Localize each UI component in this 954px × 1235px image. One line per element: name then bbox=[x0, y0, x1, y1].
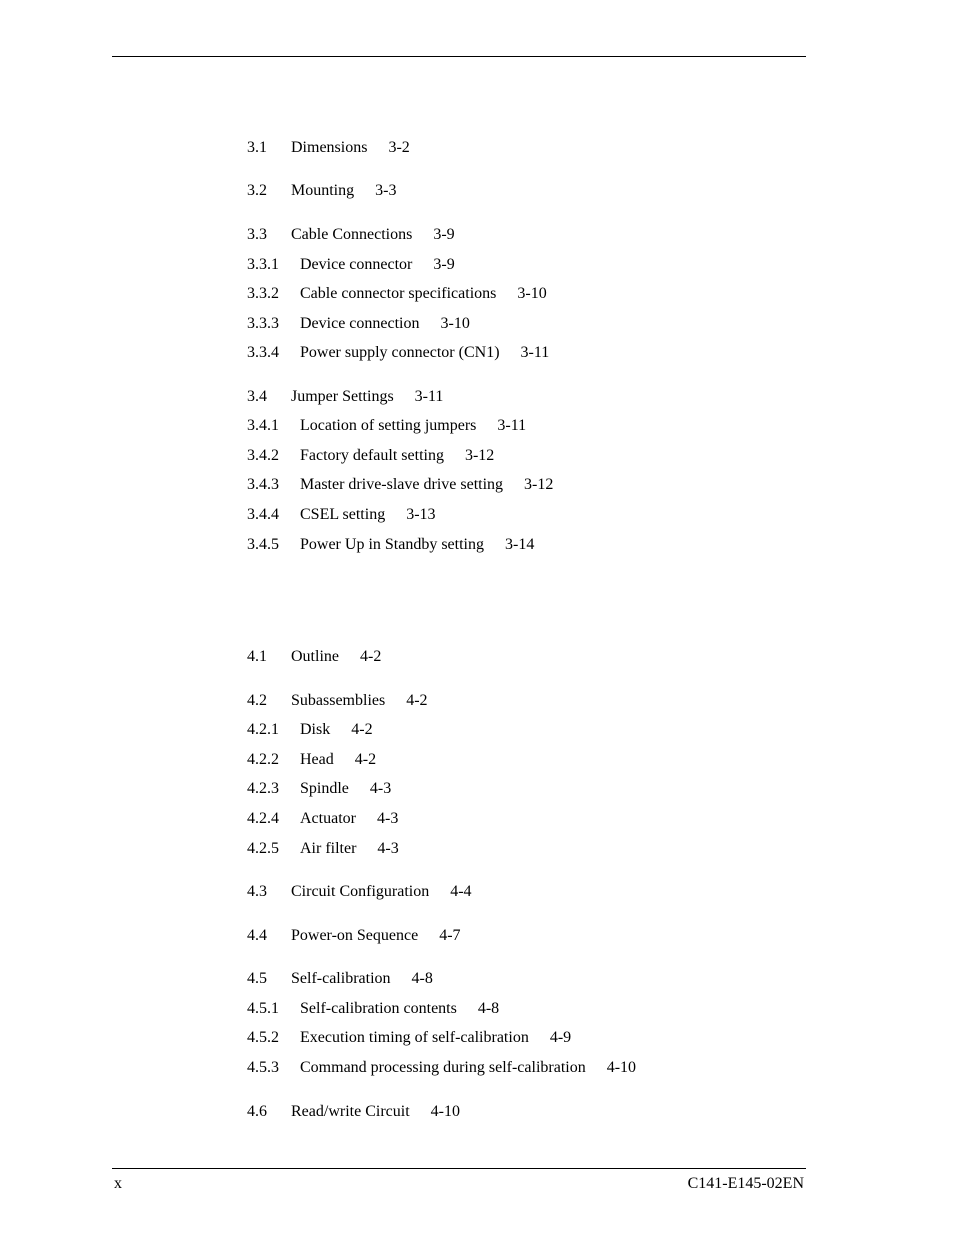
toc-entry-number: 3.4 bbox=[247, 388, 267, 405]
toc-entry-title: CSEL setting bbox=[300, 506, 386, 523]
toc-entry[interactable] bbox=[247, 691, 428, 711]
toc-entry[interactable] bbox=[247, 138, 410, 158]
toc-entry-title: Outline bbox=[291, 648, 339, 665]
toc-entry-title: Actuator bbox=[300, 810, 356, 827]
toc-entry[interactable] bbox=[247, 416, 526, 436]
toc-entry-title: Power Up in Standby setting bbox=[300, 536, 484, 553]
toc-entry-page: 4-3 bbox=[376, 810, 399, 827]
toc-entry-title: Power-on Sequence bbox=[291, 927, 419, 944]
toc-entry[interactable] bbox=[247, 1028, 571, 1048]
toc-entry[interactable] bbox=[247, 343, 549, 363]
toc-entry-title: Master drive-slave drive setting bbox=[300, 476, 504, 493]
toc-entry-number: 3.4.4 bbox=[247, 506, 279, 523]
toc-entry-page: 4-3 bbox=[369, 780, 392, 797]
toc-entry-number: 4.5.1 bbox=[247, 1000, 279, 1017]
toc-entry[interactable] bbox=[247, 535, 534, 555]
toc-entry-title: Jumper Settings bbox=[291, 388, 394, 405]
toc-entry[interactable] bbox=[247, 255, 455, 275]
toc-entry-page: 4-4 bbox=[450, 883, 472, 900]
toc-entry[interactable] bbox=[247, 647, 381, 667]
toc-entry-title: Read/write Circuit bbox=[291, 1103, 410, 1120]
toc-entry-page: 4-2 bbox=[354, 751, 377, 768]
toc-entry-number: 4.6 bbox=[247, 1103, 267, 1120]
toc-entry[interactable] bbox=[247, 926, 461, 946]
toc-entry-page: 4-9 bbox=[549, 1029, 572, 1046]
toc-entry-page: 3-11 bbox=[520, 344, 550, 361]
toc-entry-page: 3-10 bbox=[517, 285, 547, 302]
toc-entry-title: Dimensions bbox=[291, 139, 368, 156]
toc-entry[interactable] bbox=[247, 387, 443, 407]
toc-entry-page: 3-9 bbox=[433, 256, 455, 273]
toc-entry-title: Cable Connections bbox=[291, 226, 413, 243]
toc-entry-page: 3-14 bbox=[505, 536, 535, 553]
toc-entry-title: Device connection bbox=[300, 315, 420, 332]
toc-entry-page: 4-2 bbox=[406, 692, 428, 709]
toc-entry[interactable] bbox=[247, 720, 373, 740]
toc-entry-number: 3.3.3 bbox=[247, 315, 279, 332]
toc-entry[interactable] bbox=[247, 1102, 460, 1122]
toc-entry-number: 3.4.1 bbox=[247, 417, 279, 434]
toc-entry-page: 3-12 bbox=[524, 476, 554, 493]
toc-entry-title: Spindle bbox=[300, 780, 349, 797]
toc-entry-number: 4.2.1 bbox=[247, 721, 279, 738]
toc-entry[interactable] bbox=[247, 809, 398, 829]
toc-entry-page: 4-2 bbox=[351, 721, 373, 738]
toc-entry-number: 4.2.4 bbox=[247, 810, 279, 827]
toc-entry-page: 3-13 bbox=[406, 506, 436, 523]
toc-entry-title: Subassemblies bbox=[291, 692, 386, 709]
toc-entry-page: 3-11 bbox=[497, 417, 527, 434]
toc-entry-page: 4-8 bbox=[477, 1000, 500, 1017]
toc-entry[interactable] bbox=[247, 181, 396, 201]
toc-entry-title: Command processing during self-calibration bbox=[300, 1059, 586, 1076]
toc-entry-number: 4.5.2 bbox=[247, 1029, 279, 1046]
toc-entry[interactable] bbox=[247, 1058, 636, 1078]
toc-entry-title: Head bbox=[300, 751, 334, 768]
toc-entry-title: Execution timing of self-calibration bbox=[300, 1029, 529, 1046]
toc-entry[interactable] bbox=[247, 225, 455, 245]
toc-entry-number: 4.2.5 bbox=[247, 840, 279, 857]
toc-entry-number: 3.3.2 bbox=[247, 285, 279, 302]
toc-entry-title: Self-calibration bbox=[291, 970, 391, 987]
toc-entry-number: 3.4.3 bbox=[247, 476, 279, 493]
toc-entry-title: Cable connector specifications bbox=[300, 285, 497, 302]
toc-entry-page: 4-10 bbox=[606, 1059, 637, 1076]
toc-entry-number: 4.2 bbox=[247, 692, 267, 709]
toc-entry[interactable] bbox=[247, 779, 391, 799]
toc-entry[interactable] bbox=[247, 750, 376, 770]
footer-page-number: x bbox=[114, 1175, 122, 1192]
toc-entry-title: Circuit Configuration bbox=[291, 883, 430, 900]
toc-entry-page: 3-9 bbox=[433, 226, 455, 243]
toc-entry-page: 4-10 bbox=[430, 1103, 460, 1120]
toc-entry-number: 3.3 bbox=[247, 226, 267, 243]
toc-entry-title: Self-calibration contents bbox=[300, 1000, 457, 1017]
toc-entry[interactable] bbox=[247, 314, 470, 334]
toc-entry-page: 3-10 bbox=[440, 315, 470, 332]
toc-entry[interactable] bbox=[247, 839, 399, 859]
toc-entry-title: Device connector bbox=[300, 256, 413, 273]
toc-entry[interactable] bbox=[247, 446, 494, 466]
toc-entry-title: Factory default setting bbox=[300, 447, 444, 464]
toc-entry-title: Air filter bbox=[300, 840, 357, 857]
toc-entry-number: 4.1 bbox=[247, 648, 267, 665]
toc-entry-title: Mounting bbox=[291, 182, 355, 199]
toc-entry[interactable] bbox=[247, 505, 436, 525]
footer-document-id: C141-E145-02EN bbox=[687, 1175, 804, 1192]
toc-entry-number: 3.4.5 bbox=[247, 536, 279, 553]
toc-entry[interactable] bbox=[247, 475, 553, 495]
toc-entry-title: Power supply connector (CN1) bbox=[300, 344, 500, 361]
toc-entry-page: 4-2 bbox=[360, 648, 382, 665]
toc-entry-page: 4-3 bbox=[377, 840, 399, 857]
toc-entry-page: 4-8 bbox=[411, 970, 433, 987]
toc-entry-page: 3-12 bbox=[464, 447, 495, 464]
toc-entry-number: 4.5.3 bbox=[247, 1059, 279, 1076]
toc-entry[interactable] bbox=[247, 969, 433, 989]
toc-entry-number: 3.3.4 bbox=[247, 344, 279, 361]
toc-entry[interactable] bbox=[247, 882, 472, 902]
toc-entry[interactable] bbox=[247, 999, 499, 1019]
toc-entry-number: 4.5 bbox=[247, 970, 267, 987]
toc-entry-page: 3-11 bbox=[414, 388, 444, 405]
toc-entry-number: 4.3 bbox=[247, 883, 267, 900]
toc-entry-title: Disk bbox=[300, 721, 331, 738]
footer-rule bbox=[112, 1168, 806, 1169]
toc-entry-number: 3.3.1 bbox=[247, 256, 279, 273]
toc-entry-number: 4.2.2 bbox=[247, 751, 279, 768]
toc-entry-page: 3-2 bbox=[388, 139, 410, 156]
toc-entry-page: 3-3 bbox=[375, 182, 397, 199]
toc-entry-page: 4-7 bbox=[439, 927, 461, 944]
toc-entry-number: 3.1 bbox=[247, 139, 267, 156]
toc-entry[interactable] bbox=[247, 284, 547, 304]
toc-entry-number: 4.4 bbox=[247, 927, 267, 944]
toc-entry-number: 4.2.3 bbox=[247, 780, 279, 797]
toc-entry-number: 3.4.2 bbox=[247, 447, 279, 464]
toc-entry-title: Location of setting jumpers bbox=[300, 417, 477, 434]
toc-entry-number: 3.2 bbox=[247, 182, 267, 199]
